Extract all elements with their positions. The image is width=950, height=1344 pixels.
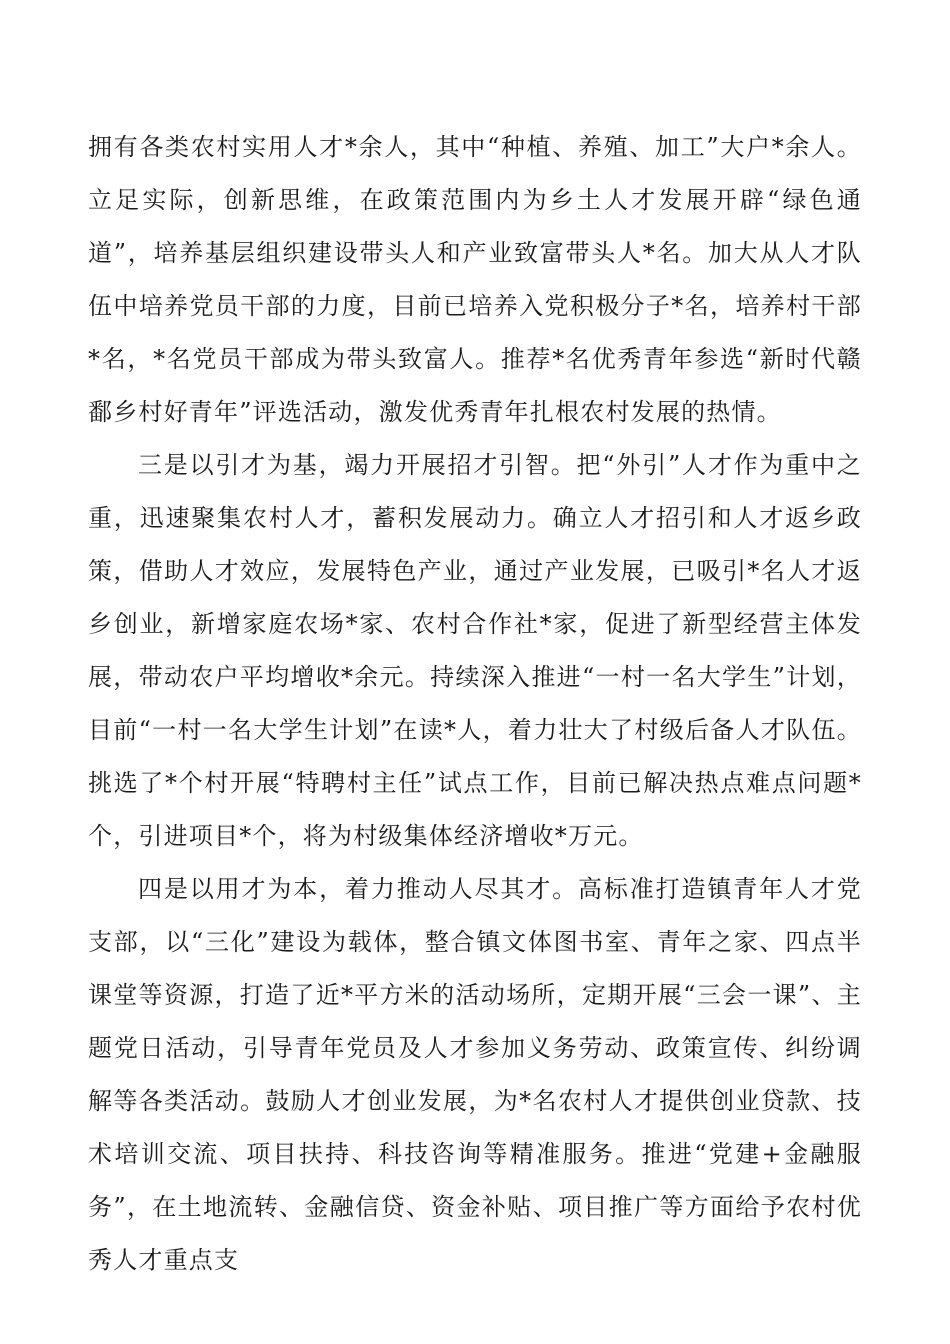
paragraph-continued: 拥有各类农村实用人才*余人，其中“种植、养殖、加工”大户*余人。立足实际，创新思维，在政策范围内为乡土人才发展开辟“绿色通道”，培养基层组织建设带头人和产业致富带头人*名。加大从人才队伍中培养党员干部的力度，目前已培养入党积极分子*名，培养村干部*名，*名党员干部成为带头致富人。推荐*名优秀青年参选“新时代赣鄱乡村好青年”评选活动，激发优秀青年扎根农村发展的热情。 — [88, 133, 862, 426]
document-body — [88, 121, 862, 1287]
paragraph-section-four: 四是以用才为本，着力推动人尽其才。高标准打造镇青年人才党支部，以“三化”建设为载体，整合镇文体图书室、青年之家、四点半课堂等资源，打造了近*平方米的活动场所，定期开展“三会一课”、主题党日活动，引导青年党员及人才参加义务劳动、政策宣传、纠纷调解等各类活动。鼓励人才创业发展，为*名农村人才提供创业贷款、技术培训交流、项目扶持、科技咨询等精准服务。推进“党建+金融服务”，在土地流转、金融信贷、资金补贴、项目推广等方面给予农村优秀人才重点支 — [88, 875, 862, 1274]
paragraph-section-three: 三是以引才为基，竭力开展招才引智。把“外引”人才作为重中之重，迅速聚集农村人才，蓄积发展动力。确立人才招引和人才返乡政策，借助人才效应，发展特色产业，通过产业发展，已吸引*名人才返乡创业，新增家庭农场*家、农村合作社*家，促进了新型经营主体发展，带动农户平均增收*余元。持续深入推进“一村一名大学生”计划，目前“一村一名大学生计划”在读*人，着力壮大了村级后备人才队伍。挑选了*个村开展“特聘村主任”试点工作，目前已解决热点难点问题*个，引进项目*个，将为村级集体经济增收*万元。 — [88, 451, 862, 850]
